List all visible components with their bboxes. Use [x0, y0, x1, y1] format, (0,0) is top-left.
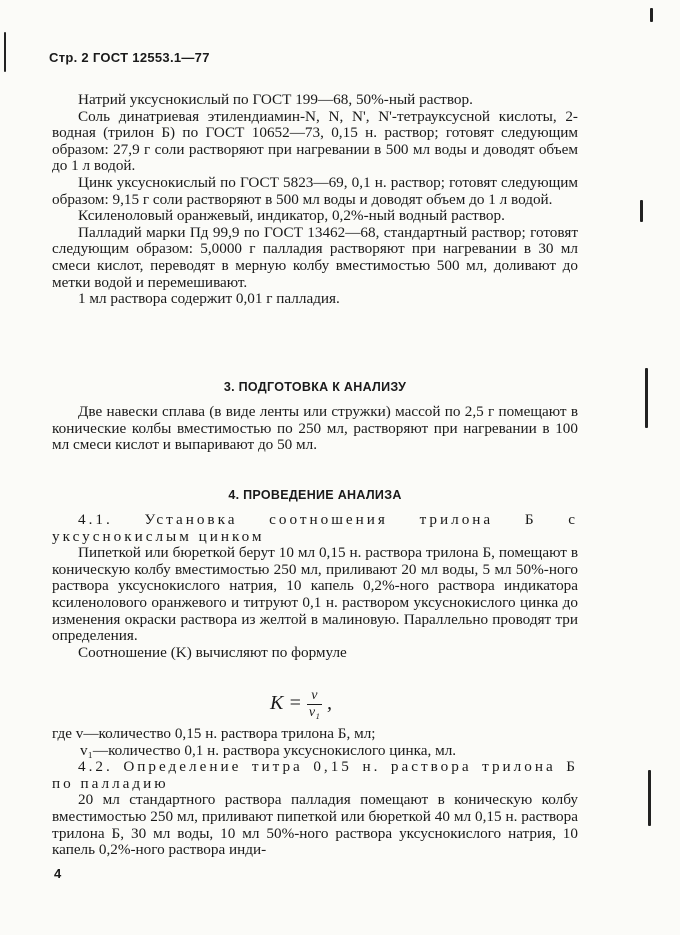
subsection-title: 4.2. Определение титра 0,15 н. раствора трилона Б по палладию: [52, 758, 578, 792]
scan-mark: [4, 32, 6, 72]
paragraph: Соотношение (K) вычисляют по формуле: [78, 643, 347, 661]
formula-tail: ,: [326, 692, 332, 715]
paragraph: Палладий марки Пд 99,9 по ГОСТ 13462—68, стандартный раствор; готовят следующим образом: 5,0000 г палладия растворяют при нагревании в 30 мл смеси кислот, переводят в мерную колбу вместимостью 500 мл, доливают до метки водой и перемешивают.: [52, 223, 578, 291]
paragraph: 1 мл раствора содержит 0,01 г палладия.: [78, 290, 340, 308]
where-line: v₁—количество 0,1 н. раствора уксуснокислого цинка, мл.: [80, 741, 457, 759]
where-line: где v—количество 0,15 н. раствора трилона Б, мл;: [52, 725, 376, 742]
paragraph: Пипеткой или бюреткой берут 10 мл 0,15 н. раствора трилона Б, помещают в коническую колбу вместимостью 250 мл, приливают 20 мл воды, 5 мл 50%-ного раствора уксуснокислого натрия, 10 капель 0,2%-ного раствора индикатора ксиленолового оранжевого и титруют 0,1 н. раствором уксуснокислого цинка до изменения окраски раствора из желтой в малиновую. Параллельно проводят три определения.: [52, 544, 578, 645]
page-header: Стр. 2 ГОСТ 12553.1—77: [49, 50, 210, 65]
section-3-heading: 3. ПОДГОТОВКА К АНАЛИЗУ: [223, 380, 407, 394]
section-3-body: [52, 404, 578, 454]
paragraph: Ксиленоловый оранжевый, индикатор, 0,2%-ный водный раствор.: [78, 207, 505, 225]
paragraph: Натрий уксуснокислый по ГОСТ 199—68, 50%-ный раствор.: [78, 91, 473, 108]
section-4-body: [52, 512, 578, 661]
formula-denominator: v₁: [308, 705, 320, 720]
intro-block: [52, 92, 578, 308]
paragraph: Соль динатриевая этилендиамин-N, N, N', N'-тетрауксусной кислоты, 2-водная (трилон Б) по ГОСТ 10652—73, 0,15 н. раствор; готовят следующим образом: 27,9 г соли растворяют при нагревании в 500 мл воды и доводят объем до 1 л водой.: [52, 107, 578, 175]
paragraph: 20 мл стандартного раствора палладия помещают в коническую колбу вместимостью 250 мл, приливают пипеткой или бюреткой 40 мл 0,15 н. раствора трилона Б, 30 мл воды, 10 мл 50%-ного раствора уксуснокислого натрия, 10 капель 0,2%-ного раствора инди-: [52, 791, 578, 859]
scan-mark: [645, 368, 648, 428]
scan-mark: [640, 200, 643, 222]
scan-mark: [650, 8, 653, 22]
paragraph: Две навески сплава (в виде ленты или стружки) массой по 2,5 г помещают в конические колбы вместимостью по 250 мл, растворяют при нагревании в 100 мл смеси кислот и выпаривают до 50 мл.: [52, 403, 578, 454]
formula-numerator: v: [307, 688, 322, 705]
formula-lhs: K =: [270, 692, 302, 715]
section-4-body-cont: [52, 726, 578, 859]
formula: [270, 688, 332, 721]
formula-fraction: [307, 688, 322, 721]
section-4-heading: 4. ПРОВЕДЕНИЕ АНАЛИЗА: [228, 488, 402, 502]
paragraph: Цинк уксуснокислый по ГОСТ 5823—69, 0,1 н. раствор; готовят следующим образом: 9,15 г соли растворяют в 500 мл воды и доводят объем до 1 л водой.: [52, 173, 578, 208]
subsection-title: 4.1. Установка соотношения трилона Б с уксуснокислым цинком: [52, 511, 578, 545]
page-number: 4: [54, 866, 62, 881]
scan-mark: [648, 770, 651, 826]
